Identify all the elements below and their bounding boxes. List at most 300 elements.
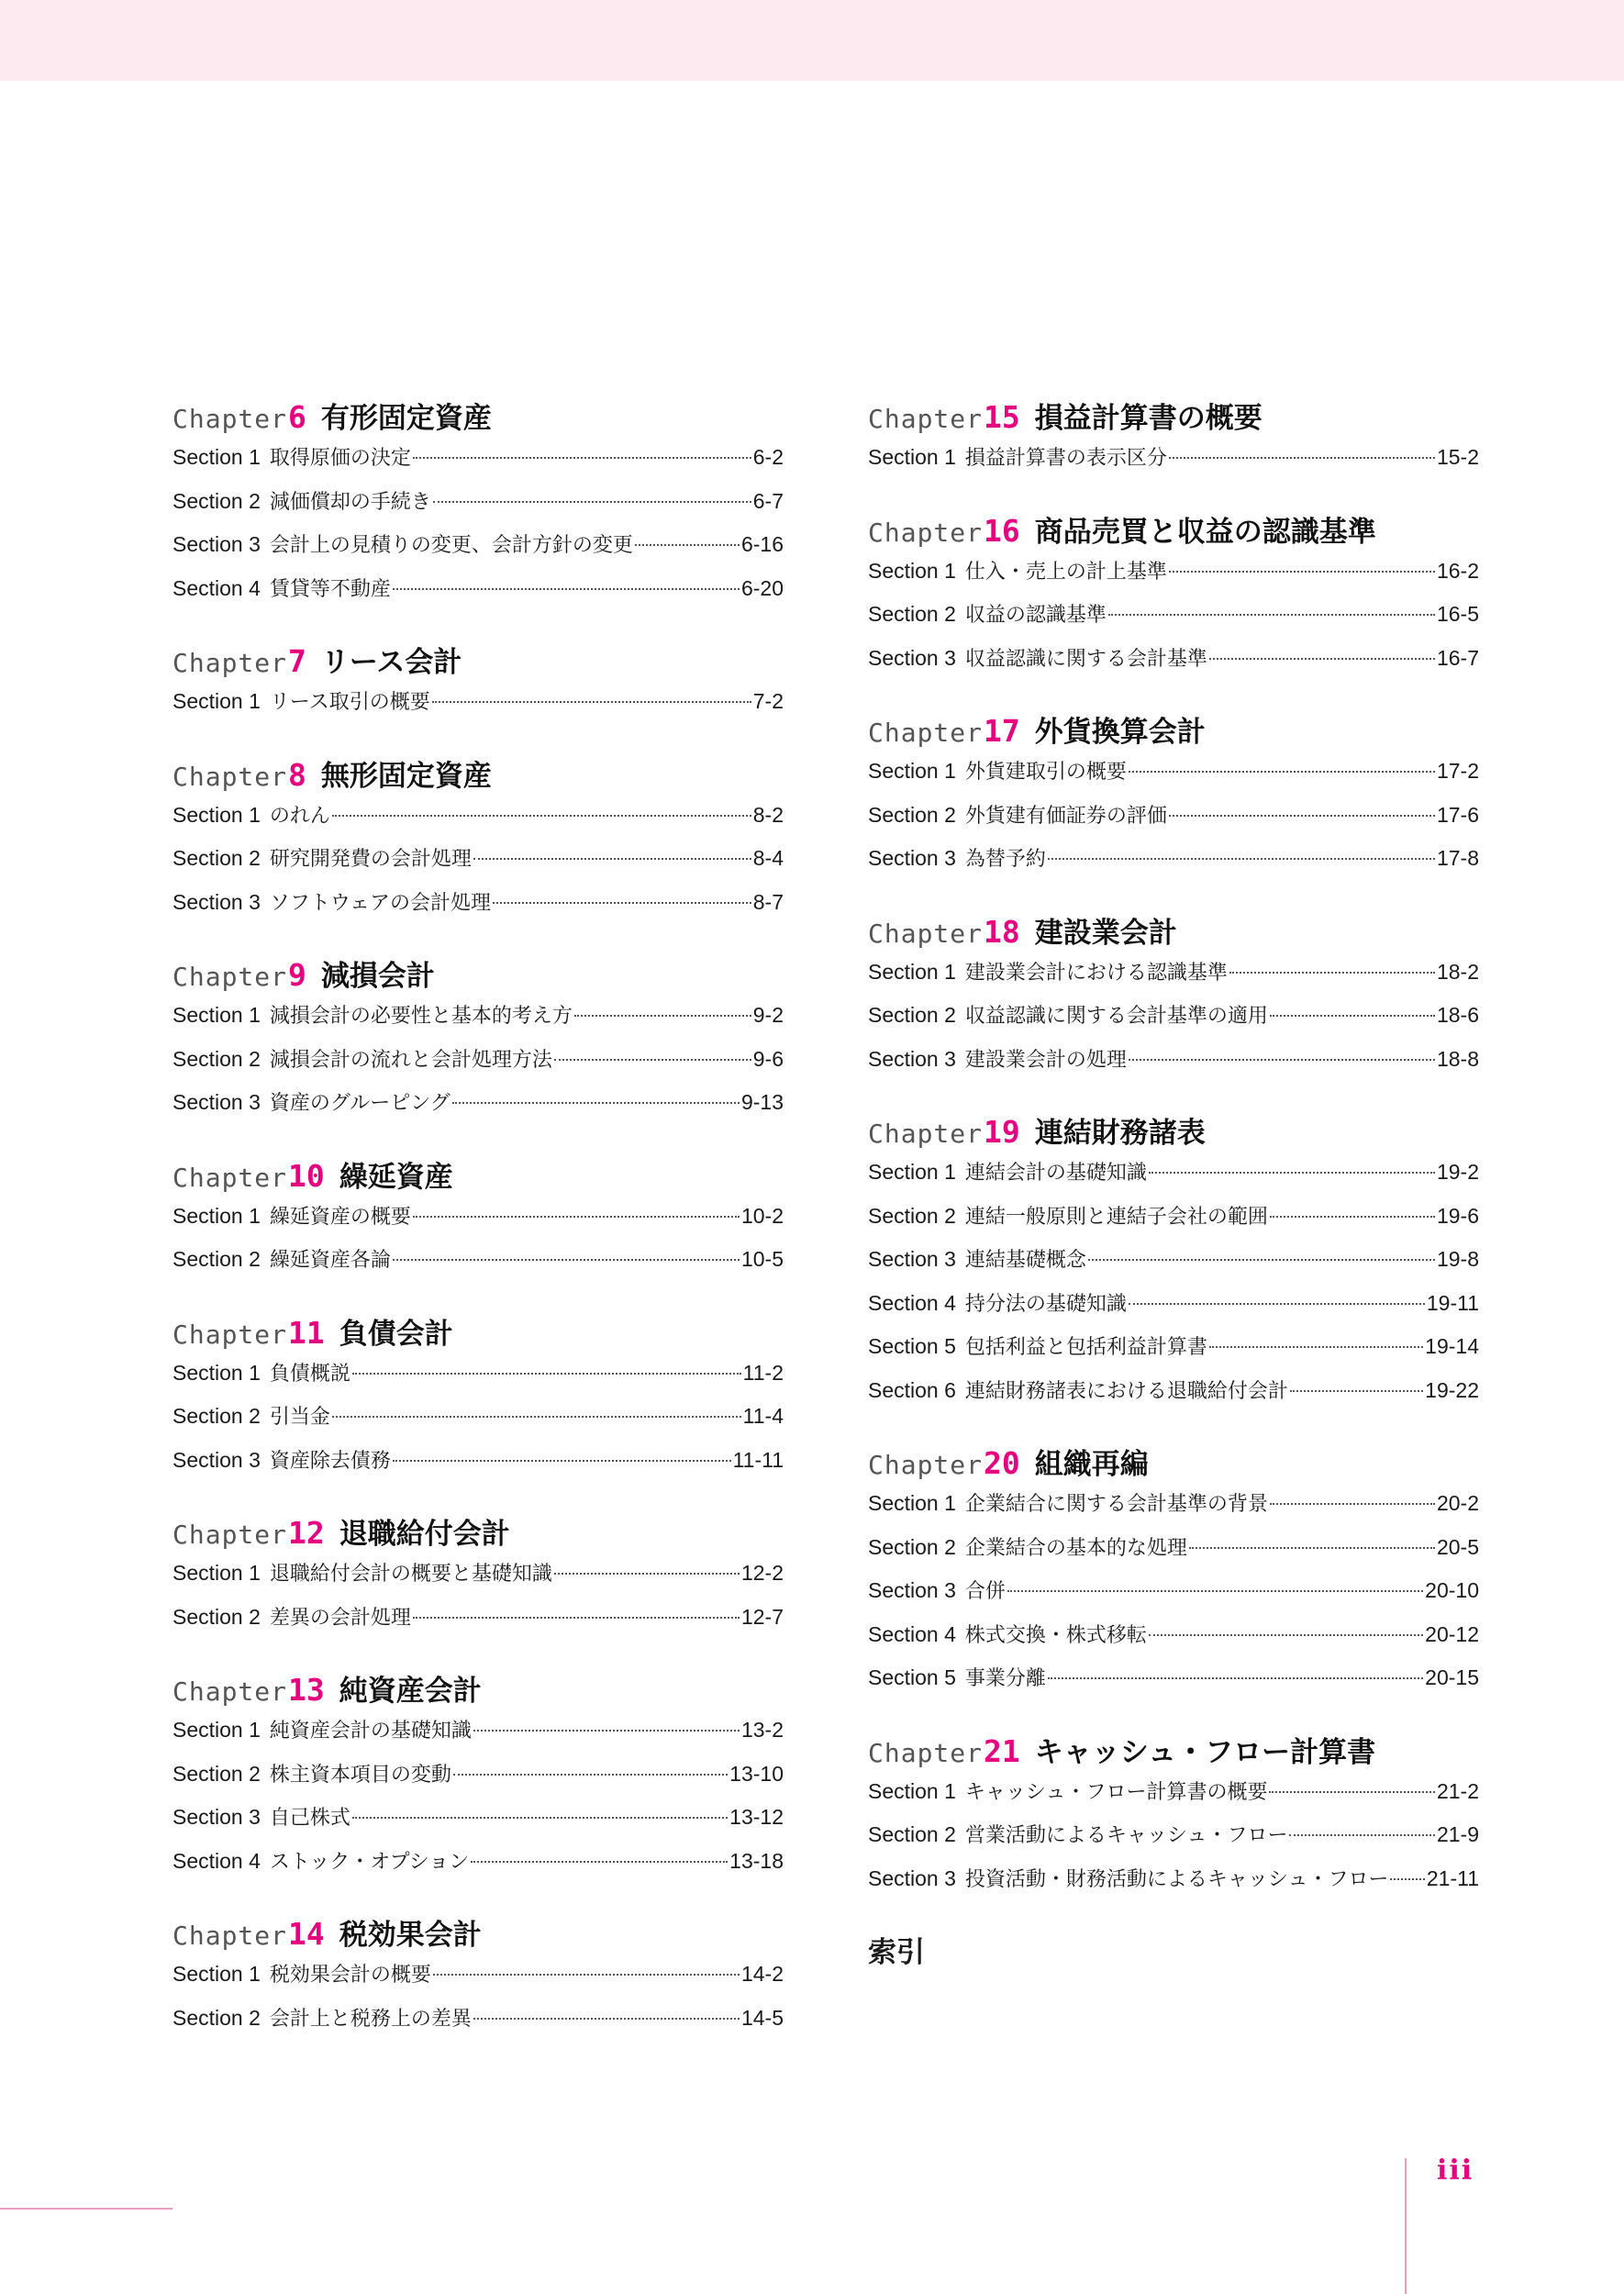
chapter-number: 12 xyxy=(288,1515,325,1551)
section-page: 16-2 xyxy=(1436,558,1479,583)
section-label: Section 3 xyxy=(868,1578,956,1602)
section-page: 17-6 xyxy=(1436,802,1479,827)
section-title: 連結財務諸表における退職給付会計 xyxy=(964,1379,1288,1403)
chapter-block xyxy=(172,1510,784,1645)
chapter-block xyxy=(868,1729,1479,1908)
chapter-title: 損益計算書の概要 xyxy=(1034,402,1262,435)
dot-leader xyxy=(432,701,751,703)
chapter-number: 13 xyxy=(288,1672,325,1708)
chapter-word: Chapter xyxy=(868,404,984,434)
dot-leader xyxy=(554,1059,751,1061)
section-label: Section 1 xyxy=(868,1778,956,1803)
section-page: 11-11 xyxy=(732,1447,784,1472)
section-page: 16-7 xyxy=(1436,645,1479,670)
dot-leader xyxy=(1129,1303,1425,1305)
section-label: Section 1 xyxy=(172,445,261,469)
section-title: ソフトウェアの会計処理 xyxy=(269,891,492,915)
section-title: 減価償却の手続き xyxy=(269,490,431,514)
section-label: Section 2 xyxy=(868,1203,956,1228)
section-title: 為替予約 xyxy=(964,848,1046,871)
section-entry[interactable] xyxy=(172,887,784,931)
section-entry[interactable] xyxy=(868,1157,1479,1201)
chapter-number: 9 xyxy=(288,957,306,993)
section-entry[interactable] xyxy=(172,1558,784,1602)
section-title: 自己株式 xyxy=(269,1807,350,1830)
section-entry[interactable] xyxy=(868,957,1479,1001)
chapter-heading[interactable] xyxy=(868,1729,1479,1776)
section-entry[interactable] xyxy=(868,1201,1479,1245)
section-label: Section 4 xyxy=(868,1621,956,1646)
chapter-heading[interactable] xyxy=(172,395,784,442)
page-number-divider xyxy=(1405,2158,1407,2294)
chapter-title: 退職給付会計 xyxy=(339,1518,510,1551)
chapter-block xyxy=(868,708,1479,887)
chapter-title: 純資産会計 xyxy=(339,1675,482,1708)
section-title: 仕入・売上の計上基準 xyxy=(964,560,1167,584)
section-label: Section 2 xyxy=(172,1604,261,1629)
section-entry[interactable] xyxy=(172,1201,784,1245)
dot-leader xyxy=(473,858,751,860)
chapter-title: 建設業会計 xyxy=(1034,916,1177,950)
chapter-word: Chapter xyxy=(868,1119,984,1149)
chapter-block xyxy=(868,1441,1479,1707)
dot-leader xyxy=(1290,1390,1423,1392)
chapter-word: Chapter xyxy=(172,1162,288,1193)
section-label: Section 1 xyxy=(868,759,956,783)
top-color-band xyxy=(0,0,1624,81)
chapter-word: Chapter xyxy=(172,761,288,792)
chapter-heading[interactable] xyxy=(868,1441,1479,1488)
chapter-heading[interactable] xyxy=(868,708,1479,756)
section-page: 13-18 xyxy=(729,1848,784,1873)
section-entry[interactable] xyxy=(868,442,1479,486)
dot-leader xyxy=(332,1416,741,1418)
section-label: Section 4 xyxy=(172,1848,261,1873)
chapter-block xyxy=(172,1911,784,2046)
section-label: Section 1 xyxy=(868,445,956,469)
chapter-number: 7 xyxy=(288,643,306,679)
section-entry[interactable] xyxy=(172,1715,784,1759)
section-title: 損益計算書の表示区分 xyxy=(964,447,1167,470)
chapter-number: 19 xyxy=(984,1114,1020,1150)
section-page: 14-2 xyxy=(740,1962,784,1986)
section-entry[interactable] xyxy=(868,1620,1479,1664)
chapter-heading[interactable] xyxy=(868,1109,1479,1157)
section-entry[interactable] xyxy=(868,1776,1479,1821)
section-label: Section 3 xyxy=(172,1090,261,1114)
section-entry[interactable] xyxy=(868,556,1479,600)
dot-leader xyxy=(1209,1346,1423,1348)
dot-leader xyxy=(1149,1172,1435,1174)
section-label: Section 3 xyxy=(868,846,956,870)
section-page: 19-6 xyxy=(1436,1203,1479,1228)
section-entry[interactable] xyxy=(172,1044,784,1088)
section-entry[interactable] xyxy=(868,756,1479,800)
section-entry[interactable] xyxy=(868,800,1479,844)
chapter-block xyxy=(868,508,1479,687)
section-title: 連結基礎概念 xyxy=(964,1249,1086,1272)
section-label: Section 1 xyxy=(172,1561,261,1585)
section-title: 取得原価の決定 xyxy=(269,447,411,470)
section-label: Section 2 xyxy=(172,1247,261,1271)
chapter-title: 外貨換算会計 xyxy=(1034,716,1206,749)
chapter-block xyxy=(868,909,1479,1088)
section-label: Section 2 xyxy=(868,1822,956,1846)
section-label: Section 3 xyxy=(868,1247,956,1271)
toc-column-right xyxy=(868,395,1479,1977)
dot-leader xyxy=(574,1015,751,1017)
section-page: 7-2 xyxy=(752,689,784,713)
chapter-block xyxy=(868,395,1479,486)
section-page: 20-15 xyxy=(1425,1665,1479,1689)
chapter-block xyxy=(172,952,784,1131)
section-entry[interactable] xyxy=(868,1244,1479,1288)
chapter-word: Chapter xyxy=(868,1737,984,1768)
chapter-number: 16 xyxy=(984,512,1020,549)
dot-leader xyxy=(1149,1634,1423,1636)
dot-leader xyxy=(1088,1259,1435,1261)
chapter-title: 組織再編 xyxy=(1034,1448,1149,1481)
section-title: 株主資本項目の変動 xyxy=(269,1763,451,1787)
section-entry[interactable] xyxy=(172,574,784,618)
section-page: 20-10 xyxy=(1425,1578,1479,1602)
section-title: 会計上と税務上の差異 xyxy=(269,2007,472,2031)
section-title: 繰延資産各論 xyxy=(269,1249,391,1272)
section-page: 14-5 xyxy=(740,2005,784,2030)
section-label: Section 1 xyxy=(172,1203,261,1228)
section-entry[interactable] xyxy=(172,1244,784,1288)
section-title: リース取引の概要 xyxy=(269,691,430,714)
section-title: 税効果会計の概要 xyxy=(269,1964,431,1987)
dot-leader xyxy=(452,1102,740,1104)
chapter-heading[interactable] xyxy=(868,395,1479,442)
section-label: Section 1 xyxy=(172,689,261,713)
section-entry[interactable] xyxy=(172,1087,784,1131)
section-page: 20-12 xyxy=(1425,1621,1479,1646)
section-entry[interactable] xyxy=(868,643,1479,687)
index-heading[interactable]: 索引 xyxy=(868,1936,925,1969)
section-label: Section 3 xyxy=(868,1046,956,1071)
dot-leader xyxy=(1108,614,1435,616)
section-title: 包括利益と包括利益計算書 xyxy=(964,1336,1207,1359)
section-title: 賃貸等不動産 xyxy=(269,577,391,601)
section-title: 外貨建取引の概要 xyxy=(964,761,1127,784)
dot-leader xyxy=(1048,858,1435,860)
chapter-block xyxy=(172,1153,784,1288)
dot-leader xyxy=(352,1373,741,1375)
dot-leader xyxy=(433,501,751,503)
chapter-word: Chapter xyxy=(172,1319,288,1350)
section-page: 6-16 xyxy=(740,532,784,556)
dot-leader xyxy=(413,1216,740,1218)
chapter-word: Chapter xyxy=(868,1450,984,1480)
section-title: 引当金 xyxy=(269,1406,330,1429)
section-label: Section 1 xyxy=(868,1491,956,1515)
chapter-number: 8 xyxy=(288,756,306,793)
chapter-heading[interactable] xyxy=(868,909,1479,957)
dot-leader xyxy=(453,1774,728,1776)
dot-leader xyxy=(1129,771,1435,773)
section-page: 10-2 xyxy=(740,1203,784,1228)
section-title: 建設業会計の処理 xyxy=(964,1048,1127,1072)
chapter-number: 11 xyxy=(288,1314,325,1351)
section-entry[interactable] xyxy=(172,1602,784,1646)
section-title: キャッシュ・フロー計算書の概要 xyxy=(964,1780,1268,1804)
section-title: 繰延資産の概要 xyxy=(269,1205,411,1229)
section-entry[interactable] xyxy=(172,1802,784,1846)
section-title: 収益の認識基準 xyxy=(964,604,1107,627)
section-page: 6-2 xyxy=(752,445,784,469)
section-page: 8-2 xyxy=(752,802,784,827)
dot-leader xyxy=(1169,571,1435,573)
chapter-title: リース会計 xyxy=(320,646,462,679)
section-label: Section 3 xyxy=(172,532,261,556)
dot-leader xyxy=(1269,1791,1434,1793)
section-title: 研究開発費の会計処理 xyxy=(269,848,472,871)
section-label: Section 2 xyxy=(868,802,956,827)
chapter-word: Chapter xyxy=(172,1676,288,1707)
section-title: 差異の会計処理 xyxy=(269,1606,411,1630)
chapter-title: 減損会計 xyxy=(320,960,435,993)
chapter-word: Chapter xyxy=(868,918,984,949)
section-title: 企業結合の基本的な処理 xyxy=(964,1536,1187,1560)
chapter-heading[interactable] xyxy=(172,952,784,1000)
section-page: 9-6 xyxy=(752,1046,784,1071)
chapter-heading[interactable] xyxy=(172,1510,784,1558)
section-page: 12-7 xyxy=(740,1604,784,1629)
dot-leader xyxy=(393,1460,731,1462)
section-entry[interactable] xyxy=(172,529,784,574)
page-number: iii xyxy=(1437,2155,1474,2187)
chapter-word: Chapter xyxy=(172,404,288,434)
dot-leader xyxy=(493,902,751,904)
chapter-number: 17 xyxy=(984,713,1020,749)
section-entry[interactable] xyxy=(172,843,784,887)
section-label: Section 5 xyxy=(868,1665,956,1689)
chapter-block xyxy=(172,639,784,730)
section-entry[interactable] xyxy=(868,1576,1479,1620)
section-title: ストック・オプション xyxy=(269,1850,470,1874)
section-title: 持分法の基礎知識 xyxy=(964,1292,1127,1316)
section-label: Section 1 xyxy=(172,1360,261,1385)
section-page: 20-2 xyxy=(1436,1491,1479,1515)
section-title: のれん xyxy=(269,804,330,828)
section-page: 18-8 xyxy=(1436,1046,1479,1071)
chapter-block xyxy=(172,1667,784,1889)
chapter-title: 無形固定資産 xyxy=(320,759,492,793)
section-label: Section 2 xyxy=(172,1761,261,1786)
dot-leader xyxy=(1390,1878,1424,1880)
section-title: 外貨建有価証券の評価 xyxy=(964,804,1167,828)
section-entry[interactable] xyxy=(172,1759,784,1803)
section-page: 13-10 xyxy=(729,1761,784,1786)
section-title: 連結会計の基礎知識 xyxy=(964,1162,1147,1185)
section-entry[interactable] xyxy=(868,1532,1479,1576)
section-page: 21-11 xyxy=(1426,1865,1479,1890)
section-label: Section 2 xyxy=(868,1003,956,1027)
chapter-number: 6 xyxy=(288,399,306,435)
section-entry[interactable] xyxy=(172,486,784,530)
chapter-block xyxy=(172,752,784,931)
section-page: 17-2 xyxy=(1436,759,1479,783)
section-title: 資産除去債務 xyxy=(269,1449,391,1473)
section-label: Section 2 xyxy=(172,1404,261,1428)
section-page: 6-20 xyxy=(740,575,784,600)
dot-leader xyxy=(1229,972,1435,974)
section-title: 会計上の見積りの変更、会計方針の変更 xyxy=(269,534,633,557)
section-page: 19-14 xyxy=(1425,1334,1479,1358)
section-entry[interactable] xyxy=(172,2003,784,2047)
section-label: Section 3 xyxy=(868,645,956,670)
dot-leader xyxy=(413,1617,740,1619)
section-entry[interactable] xyxy=(868,1331,1479,1375)
section-label: Section 4 xyxy=(172,575,261,600)
dot-leader xyxy=(1270,1503,1435,1505)
section-entry[interactable] xyxy=(172,1445,784,1489)
section-page: 9-13 xyxy=(740,1090,784,1114)
chapter-heading[interactable] xyxy=(172,1667,784,1715)
section-title: 資産のグルーピング xyxy=(269,1092,450,1115)
toc-column-left xyxy=(172,395,784,2068)
section-entry[interactable] xyxy=(868,1663,1479,1707)
chapter-title: キャッシュ・フロー計算書 xyxy=(1034,1735,1376,1769)
section-page: 13-12 xyxy=(729,1805,784,1829)
chapter-heading[interactable] xyxy=(868,508,1479,556)
dot-leader xyxy=(1169,815,1435,817)
section-entry[interactable] xyxy=(868,1375,1479,1420)
chapter-block xyxy=(172,395,784,617)
chapter-title: 税効果会計 xyxy=(339,1919,482,1952)
dot-leader xyxy=(1289,1834,1434,1836)
section-page: 8-4 xyxy=(752,846,784,870)
section-label: Section 1 xyxy=(172,1962,261,1986)
section-title: 合併 xyxy=(964,1580,1006,1603)
section-label: Section 5 xyxy=(868,1334,956,1358)
chapter-title: 負債会計 xyxy=(339,1317,453,1351)
chapter-heading[interactable] xyxy=(172,1153,784,1201)
section-entry[interactable] xyxy=(172,1358,784,1402)
dot-leader xyxy=(1129,1059,1435,1061)
section-entry[interactable] xyxy=(172,442,784,486)
section-label: Section 1 xyxy=(172,1003,261,1027)
dot-leader xyxy=(554,1573,740,1575)
section-page: 19-2 xyxy=(1436,1160,1479,1184)
section-page: 15-2 xyxy=(1436,445,1479,469)
section-entry[interactable] xyxy=(172,1401,784,1445)
section-page: 20-5 xyxy=(1436,1534,1479,1559)
section-page: 16-5 xyxy=(1436,602,1479,626)
chapter-block xyxy=(868,1109,1479,1419)
section-label: Section 2 xyxy=(868,602,956,626)
section-page: 6-7 xyxy=(752,488,784,513)
chapter-heading[interactable] xyxy=(172,752,784,800)
chapter-title: 有形固定資産 xyxy=(320,402,492,435)
section-page: 11-4 xyxy=(742,1404,784,1428)
dot-leader xyxy=(1270,1015,1435,1017)
section-label: Section 3 xyxy=(172,889,261,914)
section-label: Section 2 xyxy=(172,846,261,870)
dot-leader xyxy=(473,2018,740,2020)
section-page: 18-2 xyxy=(1436,959,1479,984)
section-title: 連結一般原則と連結子会社の範囲 xyxy=(964,1205,1268,1229)
chapter-number: 10 xyxy=(288,1157,325,1194)
section-label: Section 6 xyxy=(868,1377,956,1402)
dot-leader xyxy=(471,1861,728,1863)
section-label: Section 4 xyxy=(868,1290,956,1315)
section-entry[interactable] xyxy=(172,1959,784,2003)
section-page: 19-11 xyxy=(1426,1290,1479,1315)
section-label: Section 2 xyxy=(868,1534,956,1559)
dot-leader xyxy=(433,1974,740,1976)
chapter-block xyxy=(172,1310,784,1489)
section-entry[interactable] xyxy=(868,1864,1479,1908)
section-entry[interactable] xyxy=(172,800,784,844)
chapter-heading[interactable] xyxy=(172,1911,784,1959)
section-page: 19-22 xyxy=(1425,1377,1479,1402)
dot-leader xyxy=(1189,1547,1435,1549)
section-label: Section 1 xyxy=(868,558,956,583)
section-entry[interactable] xyxy=(868,843,1479,887)
dot-leader xyxy=(393,588,740,590)
section-entry[interactable] xyxy=(868,1488,1479,1532)
chapter-heading[interactable] xyxy=(172,639,784,686)
chapter-word: Chapter xyxy=(172,648,288,678)
dot-leader xyxy=(413,457,751,459)
section-title: 純資産会計の基礎知識 xyxy=(269,1720,472,1743)
section-entry[interactable] xyxy=(172,1846,784,1890)
section-page: 17-8 xyxy=(1436,846,1479,870)
chapter-title: 連結財務諸表 xyxy=(1034,1117,1206,1150)
chapter-word: Chapter xyxy=(172,962,288,992)
section-title: 収益認識に関する会計基準 xyxy=(964,647,1207,671)
chapter-number: 20 xyxy=(984,1445,1020,1481)
section-label: Section 2 xyxy=(172,1046,261,1071)
section-page: 9-2 xyxy=(752,1003,784,1027)
section-entry[interactable] xyxy=(868,1820,1479,1864)
section-label: Section 1 xyxy=(868,1160,956,1184)
section-page: 21-9 xyxy=(1436,1822,1479,1846)
section-title: 株式交換・株式移転 xyxy=(964,1623,1147,1647)
dot-leader xyxy=(1048,1677,1423,1679)
section-entry[interactable] xyxy=(868,599,1479,643)
chapter-word: Chapter xyxy=(868,517,984,548)
dot-leader xyxy=(352,1817,728,1819)
section-entry[interactable] xyxy=(172,686,784,730)
section-label: Section 1 xyxy=(868,959,956,984)
section-label: Section 1 xyxy=(172,1718,261,1742)
section-page: 8-7 xyxy=(752,889,784,914)
section-entry[interactable] xyxy=(172,1000,784,1044)
section-entry[interactable] xyxy=(868,1288,1479,1332)
section-title: 減損会計の必要性と基本的考え方 xyxy=(269,1005,573,1028)
section-title: 投資活動・財務活動によるキャッシュ・フロー xyxy=(964,1867,1389,1891)
dot-leader xyxy=(1270,1216,1435,1218)
dot-leader xyxy=(393,1259,740,1261)
section-entry[interactable] xyxy=(868,1044,1479,1088)
section-page: 19-8 xyxy=(1436,1247,1479,1271)
chapter-title: 繰延資産 xyxy=(339,1160,453,1194)
chapter-heading[interactable] xyxy=(172,1310,784,1358)
section-label: Section 1 xyxy=(172,802,261,827)
chapter-title: 商品売買と収益の認識基準 xyxy=(1034,515,1376,549)
chapter-word: Chapter xyxy=(172,1520,288,1550)
section-title: 建設業会計における認識基準 xyxy=(964,961,1228,985)
chapter-number: 14 xyxy=(288,1916,325,1952)
section-entry[interactable] xyxy=(868,1000,1479,1044)
section-page: 21-2 xyxy=(1436,1778,1479,1803)
section-page: 11-2 xyxy=(742,1360,784,1385)
section-page: 10-5 xyxy=(740,1247,784,1271)
